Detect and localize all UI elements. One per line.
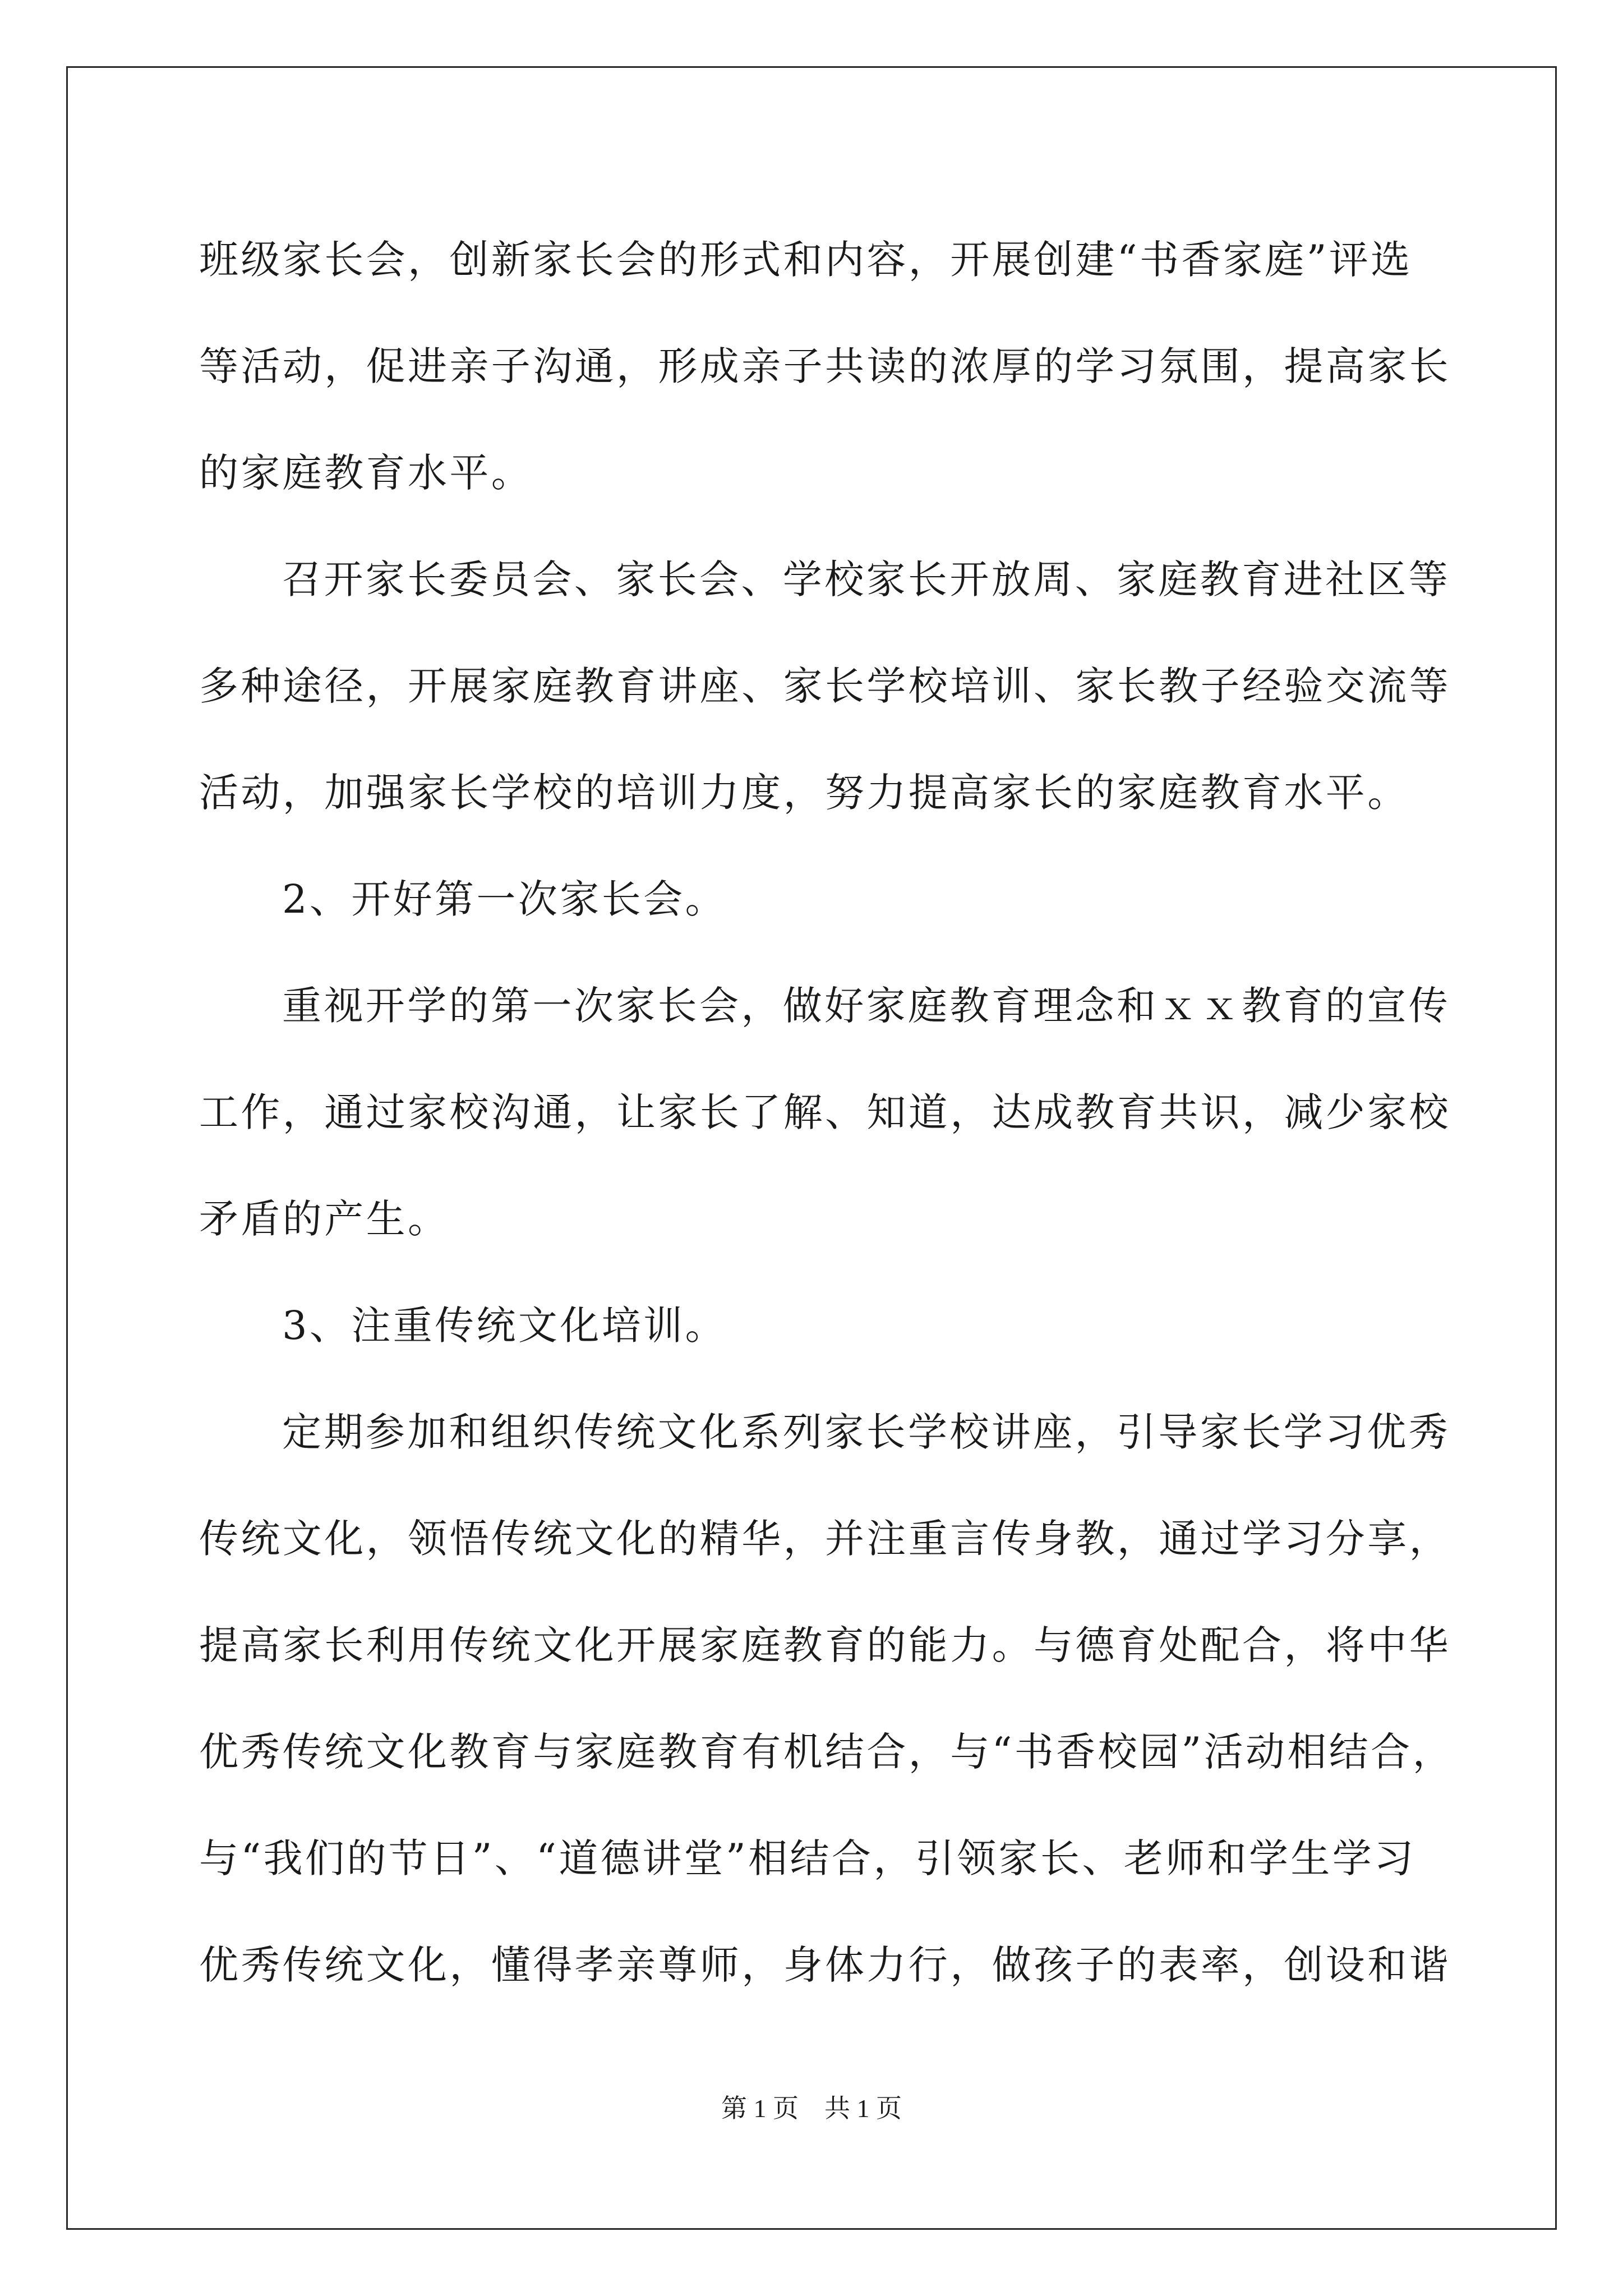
text-line: 优秀传统文化，懂得孝亲尊师，身体力行，做孩子的表率，创设和谐 xyxy=(199,1942,1451,1988)
text-line: 的家庭教育水平。 xyxy=(199,450,533,496)
section-heading: 3、注重传统文化培训。 xyxy=(282,1303,727,1349)
text-line: 重视开学的第一次家长会，做好家庭教育理念和ｘｘ教育的宣传 xyxy=(282,983,1451,1029)
text-line: 提高家长利用传统文化开展家庭教育的能力。与德育处配合，将中华 xyxy=(199,1622,1451,1668)
page-footer xyxy=(0,2088,1623,2125)
text-line: 矛盾的产生。 xyxy=(199,1196,450,1242)
text-line: 定期参加和组织传统文化系列家长学校讲座，引导家长学习优秀 xyxy=(282,1409,1451,1455)
text-line: 召开家长委员会、家长会、学校家长开放周、家庭教育进社区等 xyxy=(282,556,1451,602)
text-line: 等活动，促进亲子沟通，形成亲子共读的浓厚的学习氛围，提高家长 xyxy=(199,343,1451,389)
text-line: 优秀传统文化教育与家庭教育有机结合，与“书香校园”活动相结合， xyxy=(199,1729,1454,1775)
text-line: 工作，通过家校沟通，让家长了解、知道，达成教育共识，减少家校 xyxy=(199,1089,1451,1135)
text-line: 与“我们的节日”、“道德讲堂”相结合，引领家长、老师和学生学习 xyxy=(199,1835,1416,1881)
text-line: 传统文化，领悟传统文化的精华，并注重言传身教，通过学习分享， xyxy=(199,1516,1451,1562)
text-line: 班级家长会，创新家长会的形式和内容，开展创建“书香家庭”评选 xyxy=(199,237,1413,283)
document-body xyxy=(199,206,1454,2018)
text-line: 活动，加强家长学校的培训力度，努力提高家长的家庭教育水平。 xyxy=(199,770,1409,816)
section-heading: 2、开好第一次家长会。 xyxy=(282,876,727,922)
text-line: 多种途径，开展家庭教育讲座、家长学校培训、家长教子经验交流等 xyxy=(199,663,1451,709)
page-number: 第 1 页 共 1 页 xyxy=(721,2094,902,2123)
